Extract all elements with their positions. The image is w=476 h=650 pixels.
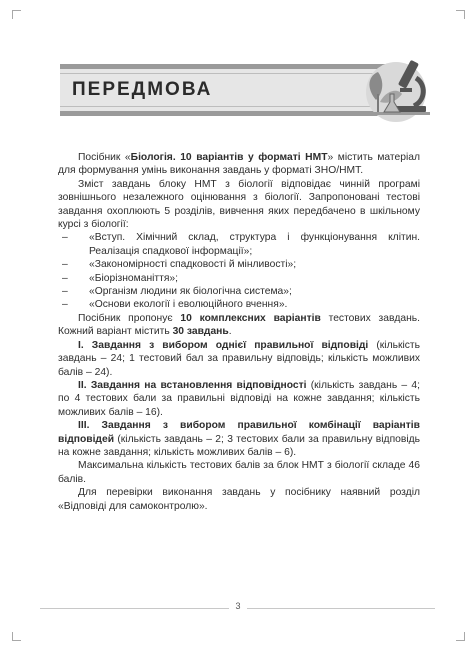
list-item: – «Основи екології і еволюційного вчення».: [58, 298, 420, 311]
task-type-heading: I. Завдання з вибором однієї правильної відповіді: [78, 339, 369, 351]
crop-mark-bottom-right: [456, 632, 465, 641]
section-header: [38, 48, 436, 130]
text-span: .: [228, 326, 232, 338]
book-title: Біологія. 10 варіантів у форматі НМТ: [130, 152, 328, 163]
crop-mark-top-left: [12, 10, 21, 19]
paragraph-task-type-2: [58, 379, 420, 419]
list-item-text: «Основи екології і еволюційного вчення».: [89, 299, 288, 311]
crop-mark-bottom-left: [12, 632, 21, 641]
text-span: (кількість завдань – 2; 3 тестових бали за правильну відповідь на кожне завдання; кількість можливих балів – 6).: [58, 433, 420, 458]
task-type-heading: II. Завдання на встановлення відповідності: [78, 379, 307, 391]
paragraph-max-score: Максимальна кількість тестових балів за блок НМТ з біології складе 46 балів.: [58, 460, 420, 485]
list-item: – «Організм людини як біологічна система»;: [58, 285, 420, 298]
page-title: ПЕРЕДМОВА: [72, 79, 213, 100]
paragraph-intro: [58, 151, 420, 178]
bold-span: 30 завдань: [172, 326, 229, 338]
text-span: Посібник пропонує: [78, 312, 181, 324]
text-span: Посібник «: [78, 152, 131, 163]
sections-list: [58, 231, 420, 311]
paragraph-variants: [58, 312, 420, 339]
list-item: – «Вступ. Хімічний склад, структура і функціонування клітин. Реалізація спадкової інформації»;: [62, 232, 420, 257]
preface-text: [58, 151, 420, 513]
list-item-text: «Закономірності спадковості й мінливості»;: [89, 259, 297, 271]
task-type-heading: III. Завдання з вибором правильної комбінації варіантів відповідей: [58, 420, 420, 445]
text-span: тестових завдань. Кожний варіант містить: [58, 312, 421, 338]
plant-microscope-icon: [356, 48, 438, 128]
list-item-text: «Вступ. Хімічний склад, структура і функціонування клітин. Реалізація спадкової інформації»;: [89, 232, 420, 257]
paragraph-task-type-3: [58, 419, 420, 459]
paragraph-content: Зміст завдань блоку НМТ з біології відповідає чинній програмі зовнішнього незалежного оцінювання з біології. Запропоновані тестові завдання охоплюють 5 розділів, вивчення яких передбачено в шкільному курсі з біології:: [58, 178, 420, 231]
crop-mark-top-right: [456, 10, 465, 19]
bold-span: 10 комплексних варіантів: [180, 312, 321, 324]
list-item: – «Закономірності спадковості й мінливості»;: [58, 258, 420, 271]
page-number: [0, 603, 476, 613]
text-span: » містить матеріал для формування умінь виконання завдань у форматі ЗНО/НМТ.: [58, 152, 421, 177]
paragraph-answers: Для перевірки виконання завдань у посібнику наявний розділ «Відповіді для самоконтролю».: [58, 487, 420, 512]
paragraph-task-type-1: [58, 339, 420, 379]
text-span: (кількість завдань – 24; 1 тестовий бал за правильну відповідь; кількість можливих балів – 24).: [58, 339, 420, 378]
list-item-text: «Біорізноманіття»;: [89, 272, 179, 284]
text-span: (кількість завдань – 4; по 4 тестових бали за правильні відповіді на кожне завдання; кількість можливих балів – 16).: [58, 379, 420, 418]
list-item-text: «Організм людини як біологічна система»;: [89, 286, 292, 298]
list-item: – «Біорізноманіття»;: [58, 272, 420, 285]
page-number-text: 3: [229, 601, 246, 611]
